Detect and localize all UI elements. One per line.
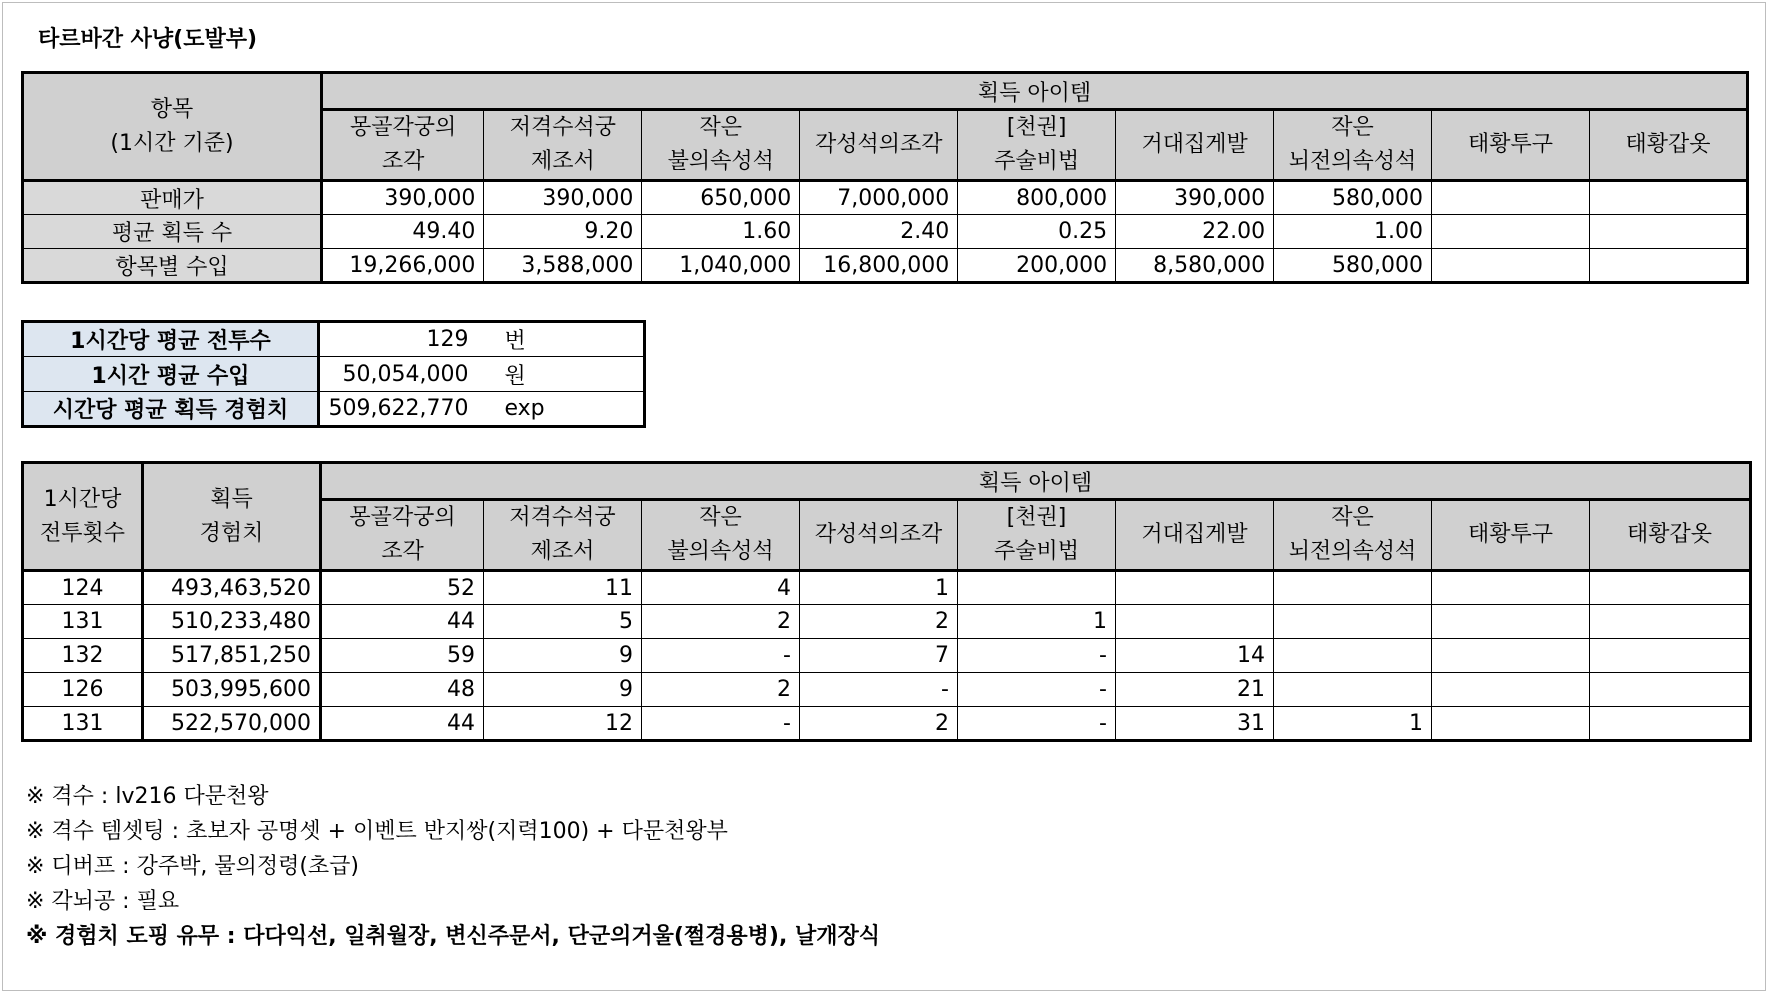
cell: 7 [800,639,958,673]
note-line: ※ 격수 템셋팅 : 초보자 공명셋 + 이벤트 반지쌍(지력100) + 다문천왕부 [26,819,728,844]
summary-unit: 번 [487,322,645,357]
cell [1432,605,1590,639]
cell [1590,707,1751,741]
cell: 390,000 [321,181,483,215]
cell: 800,000 [958,181,1116,215]
table-row [23,181,1748,215]
cell: - [800,673,958,707]
cell [1274,605,1432,639]
cell [1274,673,1432,707]
summary-row [23,357,645,392]
row-label: 평균 획득 수 [23,215,322,249]
cell: 21 [1116,673,1274,707]
note-line: ※ 각뇌공 : 필요 [26,889,180,914]
cell: 9 [484,639,642,673]
cell [1432,673,1590,707]
item-header: 거대집게발 [1116,110,1274,181]
cell: 9.20 [484,215,642,249]
note-line-bold: ※ 경험치 도핑 유무 : 다다익선, 일취월장, 변신주문서, 단군의거울(쩔경용병), 날개장식 [26,924,880,949]
battles-cell: 131 [23,605,143,639]
cell: 22.00 [1116,215,1274,249]
cell: 2.40 [800,215,958,249]
cell: - [958,639,1116,673]
exp-header-line1: 획득 [210,486,253,512]
summary-value: 129 [319,322,487,357]
group-header: 획득 아이템 [321,73,1747,110]
cell: 12 [484,707,642,741]
cell: 390,000 [484,181,642,215]
item-header: 작은 뇌전의속성석 [1274,500,1432,571]
cell: 650,000 [642,181,800,215]
exp-cell: 522,570,000 [143,707,321,741]
notes [26,779,880,954]
cell [1432,181,1590,215]
cell: 44 [321,707,484,741]
cell [1590,605,1751,639]
table-row [23,215,1748,249]
cell [1116,605,1274,639]
cell: - [958,707,1116,741]
item-header: [천권] 주술비법 [958,110,1116,181]
summary-label: 1시간당 평균 전투수 [23,322,319,357]
corner-header [23,73,322,181]
battles-cell: 131 [23,707,143,741]
cell [1590,673,1751,707]
summary-table [21,320,646,428]
cell: 3,588,000 [484,249,642,283]
note-line: ※ 격수 : lv216 다문천왕 [26,784,269,809]
table-row [23,639,1751,673]
cell [1432,639,1590,673]
cell: 5 [484,605,642,639]
table-row [23,605,1751,639]
cell: 52 [321,571,484,605]
cell: 7,000,000 [800,181,958,215]
cell [1432,571,1590,605]
corner-label-line1: 항목 [150,96,194,122]
exp-header [143,463,321,571]
group-header: 획득 아이템 [321,463,1751,500]
row-label: 항목별 수입 [23,249,322,283]
note-line: ※ 디버프 : 강주박, 물의정령(초급) [26,854,360,879]
battles-cell: 124 [23,571,143,605]
corner-label-line2: (1시간 기준) [110,130,234,156]
item-header: 작은 불의속성석 [642,110,800,181]
cell: 9 [484,673,642,707]
cell: 16,800,000 [800,249,958,283]
summary-label: 시간당 평균 획득 경험치 [23,392,319,427]
cell [958,571,1116,605]
page-title: 타르바간 사냥(도발부) [38,27,258,52]
cell: 1 [1274,707,1432,741]
cell: 1.00 [1274,215,1432,249]
cell: 2 [800,605,958,639]
cell: 14 [1116,639,1274,673]
item-header: 몽골각궁의 조각 [321,110,483,181]
cell: 48 [321,673,484,707]
summary-unit: exp [487,392,645,427]
summary-label: 1시간 평균 수입 [23,357,319,392]
cell: 1 [800,571,958,605]
cell [1274,639,1432,673]
exp-cell: 517,851,250 [143,639,321,673]
item-header: 몽골각궁의 조각 [321,500,484,571]
exp-cell: 510,233,480 [143,605,321,639]
summary-row [23,392,645,427]
cell: 8,580,000 [1116,249,1274,283]
item-header: 태황투구 [1432,500,1590,571]
cell [1432,215,1590,249]
exp-cell: 493,463,520 [143,571,321,605]
battles-cell: 132 [23,639,143,673]
cell: 2 [642,605,800,639]
item-header: [천권] 주술비법 [958,500,1116,571]
cell: 2 [800,707,958,741]
cell: 580,000 [1274,181,1432,215]
cell: - [958,673,1116,707]
cell [1116,571,1274,605]
cell: 49.40 [321,215,483,249]
item-header: 태황갑옷 [1590,500,1751,571]
cell [1589,215,1747,249]
item-header: 태황투구 [1432,110,1590,181]
cell: 4 [642,571,800,605]
table-row [23,673,1751,707]
cell: 44 [321,605,484,639]
cell: - [642,639,800,673]
cell [1589,249,1747,283]
row-label: 판매가 [23,181,322,215]
exp-header-line2: 경험치 [199,520,264,546]
cell: 59 [321,639,484,673]
item-header: 각성석의조각 [800,500,958,571]
battles-header-line1: 1시간당 [43,486,122,512]
cell [1432,707,1590,741]
battles-header [23,463,143,571]
item-header: 저격수석궁 제조서 [484,500,642,571]
battles-cell: 126 [23,673,143,707]
cell: 390,000 [1116,181,1274,215]
cell: 200,000 [958,249,1116,283]
item-header: 태황갑옷 [1589,110,1747,181]
table-row [23,571,1751,605]
item-header: 작은 불의속성석 [642,500,800,571]
cell: 19,266,000 [321,249,483,283]
table-row [23,249,1748,283]
summary-row [23,322,645,357]
item-header: 거대집게발 [1116,500,1274,571]
summary-value: 50,054,000 [319,357,487,392]
cell: 1 [958,605,1116,639]
battles-header-line2: 전투횟수 [39,520,125,546]
cell: 580,000 [1274,249,1432,283]
cell [1589,181,1747,215]
item-header: 작은 뇌전의속성석 [1274,110,1432,181]
cell: 2 [642,673,800,707]
cell [1590,571,1751,605]
cell: 1.60 [642,215,800,249]
table-row [23,707,1751,741]
item-income-table [21,71,1749,284]
cell: - [642,707,800,741]
cell: 11 [484,571,642,605]
summary-unit: 원 [487,357,645,392]
battle-record-table [21,461,1752,742]
cell [1274,571,1432,605]
exp-cell: 503,995,600 [143,673,321,707]
item-header: 저격수석궁 제조서 [484,110,642,181]
cell: 0.25 [958,215,1116,249]
item-header: 각성석의조각 [800,110,958,181]
cell: 1,040,000 [642,249,800,283]
cell [1432,249,1590,283]
cell: 31 [1116,707,1274,741]
summary-value: 509,622,770 [319,392,487,427]
cell [1590,639,1751,673]
